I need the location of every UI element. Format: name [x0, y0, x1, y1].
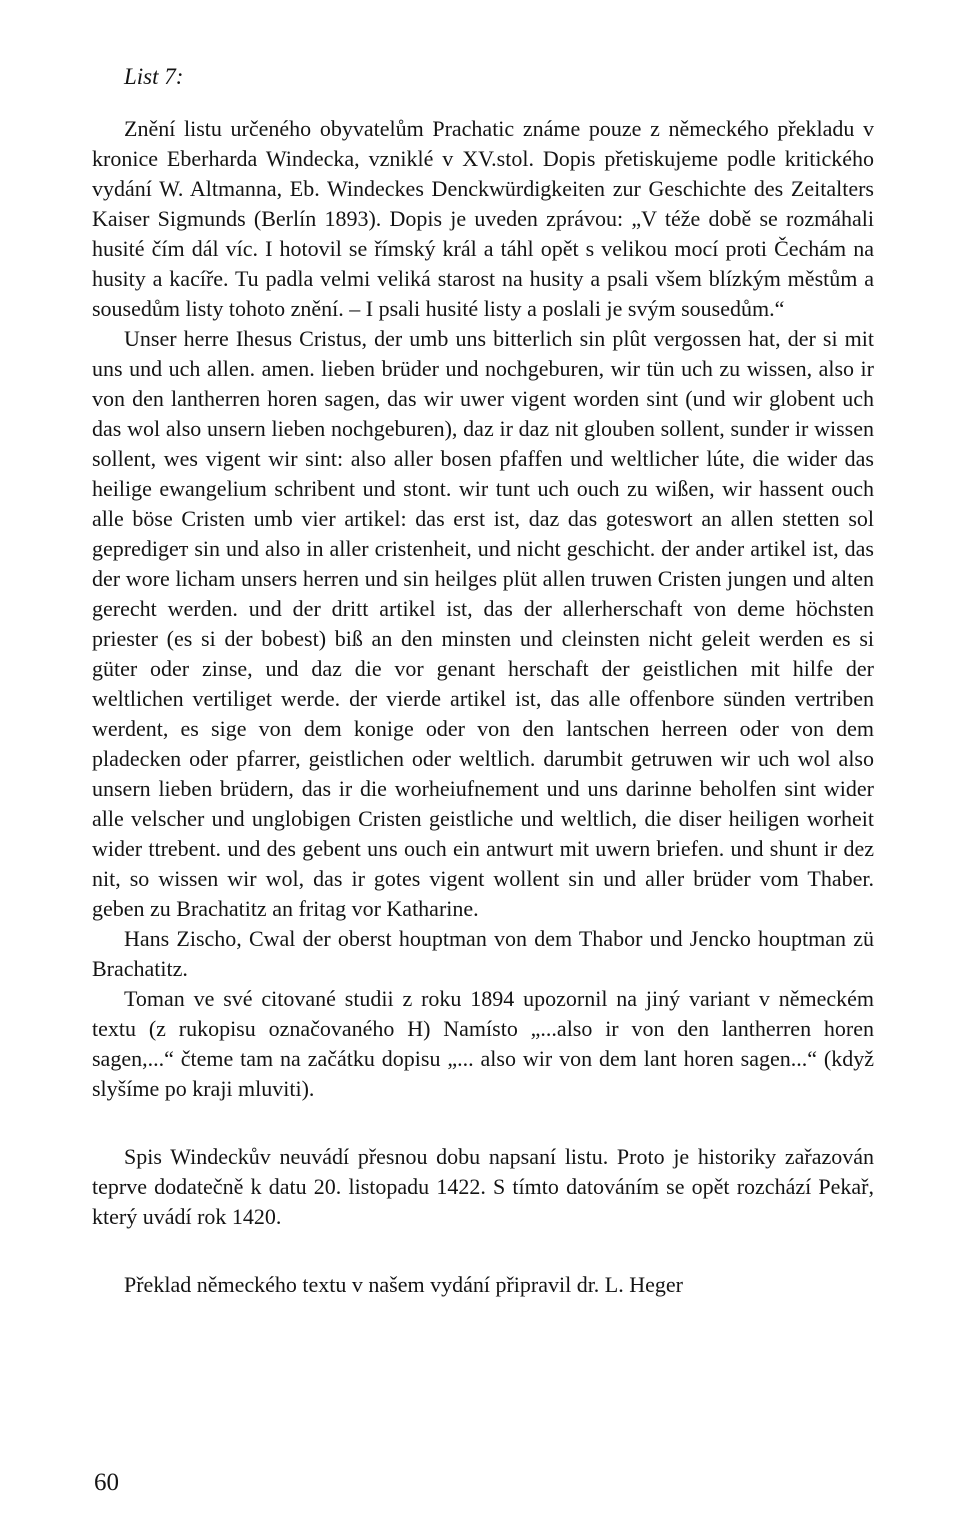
- translation-credit-paragraph: Překlad německého textu v našem vydání připravil dr. L. Heger: [124, 1272, 683, 1297]
- letter-heading: List 7:: [124, 64, 184, 89]
- letter-signature: Hans Zischo, Cwal der oberst houptman von dem Thabor und Jencko houptman zü Brachatitz.: [92, 926, 874, 981]
- paragraph-gap: [92, 1232, 874, 1270]
- document-body: [92, 114, 874, 1300]
- german-letter-text: Unser herre Ihesus Cristus, der umb uns bitterlich sin plût vergossen hat, der si mit uns und uch allen. amen. lieben brüder und nochgeburen, wir tün uch zu wissen, also ir von den lantherren horen sagen, das wir uwer vigent worden sint (und wir globent uch das wol also unsern lieben nochgeburen), daz ir daz nit glouben sollent, sunder ir wissen sollent, wes vigent wir sint: also aller bosen pfaffen und weltlicher lúte, die wider das heilige ewangelium schribent und stont. wir tunt uch ouch zu wißen, wir hassent ouch alle böse Cristen umb vier artikel: das erst ist, daz das goteswort an allen stetten sol gepredigет sin und also in aller cristenheit, und nicht geschicht. der ander artikel ist, das der wore licham unsers herren und sin heilges plüt allen truwen Cristen jungen und alten gerecht werden. und der dritt artikel ist, das der allerherschaft von deme höchsten priester (es si der bobest) biß an den minsten und cleinsten nicht geleit werden es si güter oder zinse, und daz die vor genant herschaft der geistlichen mit hilfe der weltlichen vertiliget werde. der vierde artikel ist, das alle offenbore sünden vertriben werdent, es sige von dem konige oder von den lantschen herreen oder von dem pladecken oder pfarrer, geistlichen oder weltlich. darumbit getruwen wir uch wol also unsern lieben brüdern, das ir die worheiufnement und uns darinne beholfen sint wider alle velscher und unglobigen Cristen geistliche und weltlich, die diser heiligen worheit wider ttrebent. und des gebent uns ouch ein antwurt mit uwern briefen. und shunt ir dez nit, so wissen wir wol, das ir gotes vigent wollent sin und aller brüder vom Thaber. geben zu Brachatitz an fritag vor Katharine.: [92, 326, 874, 921]
- dating-paragraph: Spis Windeckův neuvádí přesnou dobu napsaní listu. Proto je historiky zařazován teprve dodatečně k datu 20. listopadu 1422. S tímto datováním se opět rozchází Pekař, který uvádí rok 1420.: [92, 1144, 874, 1229]
- intro-paragraph: Znění listu určeného obyvatelům Prachatic známe pouze z německého překladu v kronice Eberharda Windecka, vzniklé v XV.stol. Dopis přetiskujeme podle kritického vydání W. Altmanna, Eb. Windeckes Denckwürdigkeiten zur Geschichte des Zeitalters Kaiser Sigmunds (Berlín 1893). Dopis je uveden zprávou: „V téže době se rozmáhali husité čím dál víc. I hotovil se římský král a táhl opět s velikou mocí proti Čechám na husity a kacíře. Tu padla velmi veliká starost na husity a psali všem blízkým městům a sousedům listy tohoto znění. – I psali husité listy a poslali je svým sousedům.“: [92, 116, 874, 321]
- paragraph-gap: [92, 1104, 874, 1142]
- variant-note-paragraph: Toman ve své citované studii z roku 1894 upozornil na jiný variant v německém textu (z rukopisu označovaného H) Namísto „...also ir von den lantherren horen sagen,...“ čteme tam na začátku dopisu „... also wir von dem lant horen sagen...“ (když slyšíme po kraji mluviti).: [92, 986, 874, 1101]
- page-number: 60: [94, 1469, 119, 1496]
